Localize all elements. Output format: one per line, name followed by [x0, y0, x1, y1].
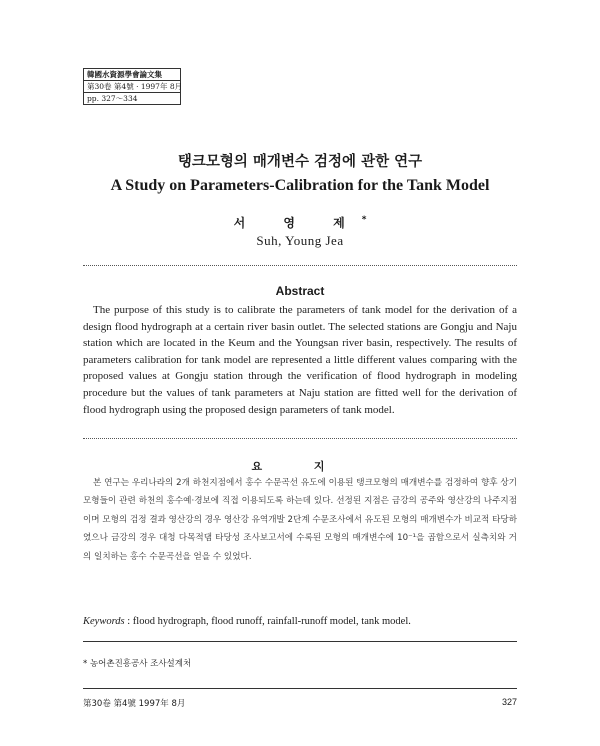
journal-name: 韓國水資源學會論文集	[87, 70, 162, 79]
keywords	[83, 616, 517, 627]
footer-issue: 第30卷 第4號 1997年 8月	[83, 699, 186, 709]
english-author: Suh, Young Jea	[256, 233, 344, 248]
journal-info-box	[83, 68, 181, 105]
abstract-body: The purpose of this study is to calibrate the parameters of tank model for the derivation of a design flood hydrograph at a certain river basin outlet. The selected stations are Gongju and Naju station which are located in the Keum and the Youngsan river basin, respectively. The results of parameters calibration for tank model are represented a little different values comparing with the proposed values at Gongju station through the verification of flood hydrograph in modeling procedure but the values of tank parameters at Naju station are fitted well for the derivation of flood hydrograph using the proposed design parameters of tank model.	[83, 304, 517, 416]
abstract-heading: Abstract	[275, 284, 325, 298]
korean-title: 탱크모형의 매개변수 검정에 관한 연구	[177, 154, 423, 170]
journal-volume: 第30卷 第4號 · 1997年 8月	[84, 80, 180, 92]
keywords-text: : flood hydrograph, flood runoff, rainfall-runoff model, tank model.	[127, 616, 411, 627]
korean-summary-heading: 요 지	[251, 460, 349, 473]
korean-summary-body: 본 연구는 우리나라의 2개 하천지점에서 홍수 수문곡선 유도에 이용된 탱크모형의 매개변수를 검정하여 향후 상기 모형들이 관련 하천의 홍수예·경보에 직접 이용되도록 하는데 있다. 선정된 지점은 금강의 공주와 영산강의 나주지점이며 모형의 검정 결과 영산강의 경우 영산강 유역개발 2단계 수문조사에서 유도된 모형의 매개변수가 비교적 타당하였으나 금강의 경우 대청 다목적댐 타당성 조사보고서에 수록된 모형의 매개변수에 10⁻¹을 곱함으로서 실측치와 거의 일치하는 홍수 수문곡선을 얻을 수 있었다.	[83, 478, 517, 562]
korean-author	[0, 214, 600, 231]
journal-pages: pp. 327～334	[84, 92, 180, 104]
author-affiliation-footnote: * 농어촌진흥공사 조사설계처	[83, 659, 192, 669]
keywords-label: Keywords	[83, 616, 125, 627]
footer-rule	[83, 688, 517, 689]
english-title: A Study on Parameters-Calibration for the Tank Model	[110, 177, 490, 194]
korean-author-name: 서 영 제	[233, 216, 362, 230]
divider-top	[83, 265, 517, 266]
author-footnote-marker: *	[361, 215, 367, 225]
footnote-rule	[83, 641, 517, 642]
page-number: 327	[501, 697, 517, 707]
divider-middle	[83, 438, 517, 439]
